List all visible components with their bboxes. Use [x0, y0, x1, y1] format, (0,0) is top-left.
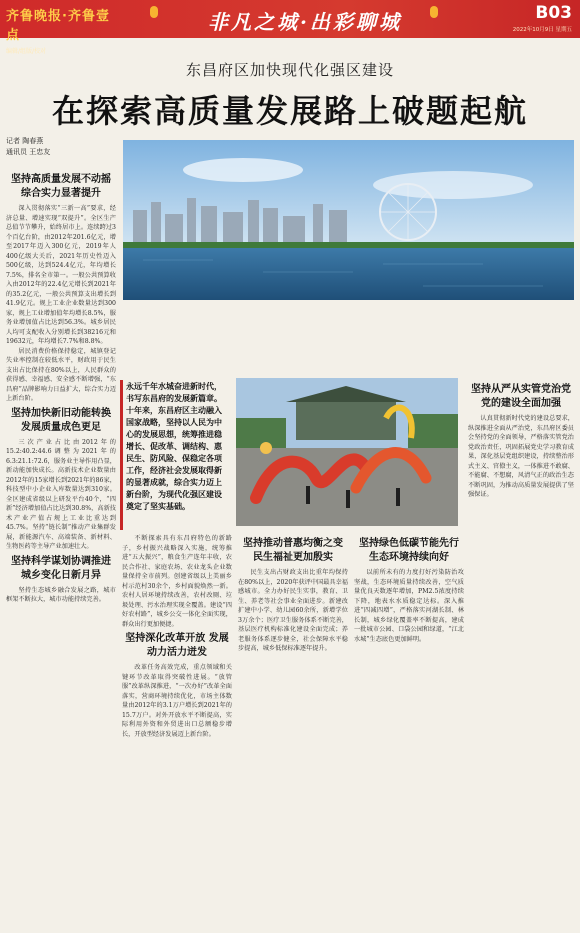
byline	[6, 136, 106, 158]
byline-reporter: 记者 陶春燕	[6, 137, 44, 145]
edition-date: 2022年10月9日 星期五	[512, 27, 572, 33]
pull-quote-bar	[120, 380, 123, 530]
section-3-title: 坚持科学谋划协调推进 城乡变化日新月异	[11, 555, 111, 581]
column-3	[238, 534, 348, 930]
edition-code: B03	[535, 3, 572, 23]
edition-block	[508, 3, 572, 33]
section-slogan: 非凡之城·出彩聊城	[208, 10, 402, 34]
section-1-text: 深入贯彻落实“三新一高”要求，经济总量、增速实现“双提升”。全区生产总值节节攀升，始终居市上。连续跨过3个百亿台阶，由2012年201.6亿元，增至2017年迈入300亿元，2019年人400亿级大关后，2021年历史性迈入500亿级，达到524.4亿元，年均增长7.5%，排名全市第一。一般公共预算收入由2012年的22.4亿元增长到2021年的35.2亿元，一般公共预算支出增长到41.9亿元。规上工业企业数量达到300家，规上工业增加值年均增长8.5%，服务业增加值占比达到56.3%。城乡居民人均可支配收入分别增长到38216元和19632元，年均增长7.7%和8.8%。	[6, 205, 116, 345]
pull-quote: 永远千年水城奋进新时代，书写东昌府的发展新篇章。十年来，东昌府区主动融入国家战略，坚持以人民为中心的发展思想，统筹推进稳增长、促改革、调结构、惠民生、防风险、保稳定各项工作，经济社会发展取得新的显著成就，综合实力迈上新台阶，为现代化强区建设奠定了坚实基础。	[126, 381, 222, 511]
article-kicker: 东昌府区加快现代化强区建设	[185, 61, 394, 79]
article-headline: 在探索高质量发展路上破题起航	[51, 92, 528, 130]
section-7-title: 坚持绿色低碳节能先行 生态环境持续向好	[359, 538, 459, 563]
section-2-title: 坚持加快新旧动能转换 发展质量成色更足	[11, 407, 111, 433]
lantern-icon	[150, 6, 158, 18]
section-5-text: 改革任务高效完成，重点领域和关键环节改革取得突破性进展。“放管服”改革纵深推进，“一次办好”改革全面落实，营商环境持续优化，市场主体数量由2012年的3.1万户增长到2021年的15.7万户。对外开放水平不断提高，实际利用外资和外贸进出口总额稳步增长，开放型经济发展迈上新台阶。	[122, 664, 232, 738]
section-1-text-b: 居民消费价格保持稳定，城镇登记失业率控制在较低水平，财政用于民生支出占比保持在80%以上，人民群众的获得感、幸福感、安全感不断增强，“东昌府”品牌影响力日益扩大，综合实力迈上新台阶。	[6, 347, 116, 402]
byline-correspondent: 通讯员 王忠友	[6, 148, 51, 156]
column-4	[354, 534, 464, 930]
column-1	[6, 170, 116, 930]
brand-name: 齐鲁晚报·齐鲁壹点	[6, 9, 110, 43]
section-5-title: 坚持深化改革开放 发展动力活力迸发	[125, 633, 229, 658]
section-6-title: 坚持推动普惠均衡之变 民生福祉更加殷实	[243, 538, 343, 563]
festival-photo	[236, 378, 458, 526]
section-6-text: 民生支出占财政支出比重年均保持在80%以上，2020年获评中国最具幸福感城市。全力办好民生实事，教育、卫生、养老等社会事业全面进步。新建改扩建中小学、幼儿园60余所，新增学位3万余个；医疗卫生服务体系不断完善，基层医疗机构标准化建设全面完成；养老服务体系逐步健全，社会保障水平稳步提高，城乡低保标准逐年提升。	[238, 569, 348, 652]
section-3-text: 坚持生态城乡融合发展之路，城市框架不断拉大，城市功能持续完善。	[6, 586, 116, 603]
section-1-title: 坚持高质量发展不动摇 综合实力显著提升	[11, 174, 111, 199]
section-7-text: 以前所未有的力度打好污染防治攻坚战，生态环境质量持续改善，空气质量优良天数逐年增加，PM2.5浓度持续下降，地表水水质稳定达标。深入推进“四减四增”，严格落实河湖长制、林长制，城乡绿化覆盖率不断提高，建成一批城市公园、口袋公园和绿道，“江北水城”生态底色更加鲜明。	[354, 569, 464, 643]
section-8-title: 坚持从严从实管党治党 党的建设全面加强	[471, 384, 571, 409]
city-skyline-photo	[123, 140, 574, 300]
section-8-text: 认真贯彻新时代党的建设总要求，纵深推进全面从严治党，东昌府区委员会坚持党的全面领导，严格落实管党治党政治责任，巩固拓展党史学习教育成果，深化基层党组织建设，持续整治形式主义、官僚主义，一体推进不敢腐、不能腐、不想腐，风清气正的政治生态不断巩固，为推动高质量发展提供了坚强保证。	[468, 415, 574, 498]
section-2-text: 三次产业占比由2012年的15.2:40.2:44.6调整为2021年的6.3:21.1:72.6，服务业主导作用凸显，新动能加快成长。高新技术企业数量由2012年的15家增长到2021年的86家，科技型中小企业入库数量达到310家。全区建成省级以上研发平台40个，“四新”经济增加值占比达到30.8%，高新技术产业产值占规上工业比重达到45.7%。坚持“链长制”推动产业集群发展，新能源汽车、高端装备、新材料、生物医药等主导产业加速壮大。	[6, 438, 116, 550]
lantern-icon	[430, 6, 438, 18]
masthead	[6, 5, 116, 55]
section-4-text: 不断探索具有东昌府特色的新路子，乡村振兴战略深入实施，统筹推进“五大振兴”，粮食生产连年丰收，农民合作社、家庭农场、农业龙头企业数量保持全市前列。创建省级以上美丽乡村示范村30余个，乡村面貌焕然一新。农村人居环境持续改善，农村改厕、垃圾处理、污水治理实现全覆盖。建设“四好农村路”，城乡公交一体化全面实现，群众出行更加便捷。	[122, 535, 232, 628]
page-header	[0, 0, 580, 55]
brand-sub: 编辑/组版/校对	[6, 48, 47, 55]
column-5	[468, 380, 574, 930]
column-2	[122, 534, 232, 930]
